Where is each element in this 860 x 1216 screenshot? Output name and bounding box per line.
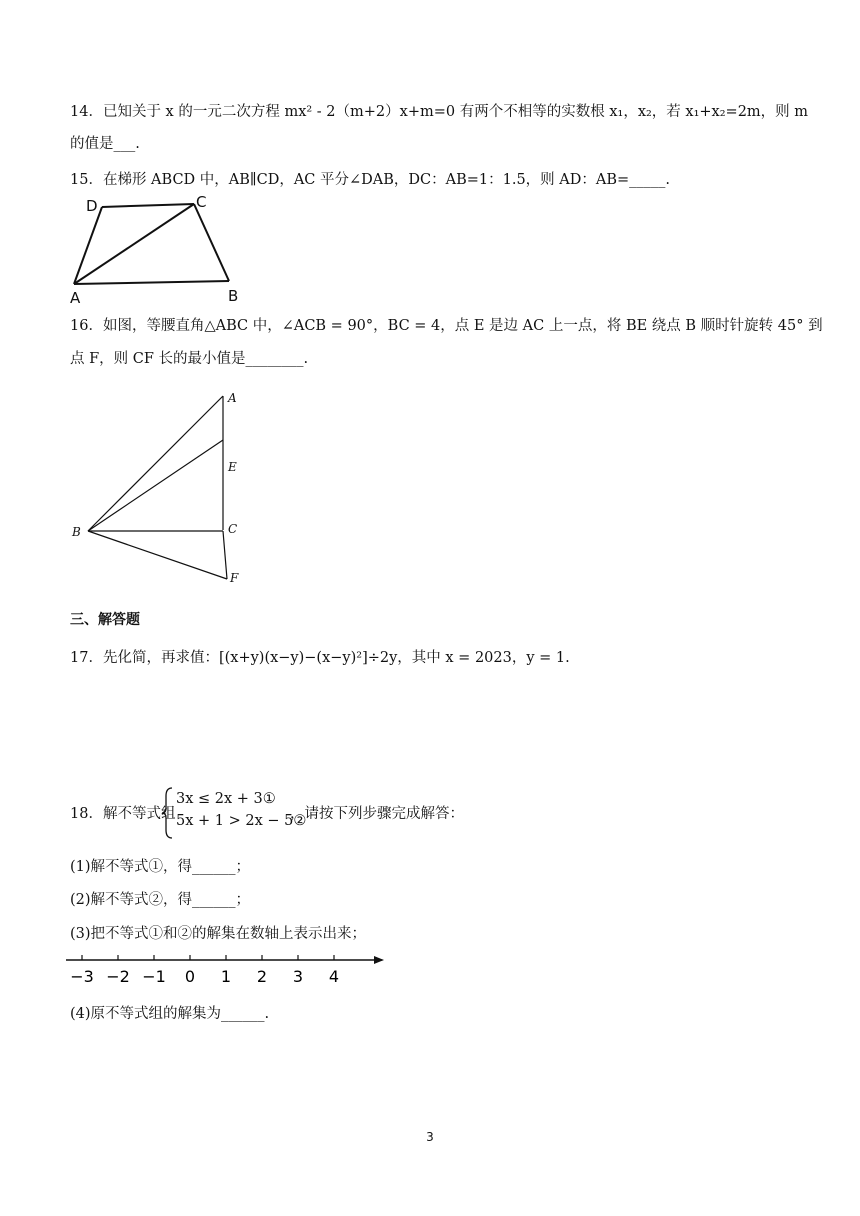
diagonal-ac	[74, 204, 194, 284]
q18-step1: (1)解不等式①，得______；	[70, 859, 251, 875]
label-b: B	[72, 525, 81, 539]
q18-step4: (4)原不等式组的解集为______.	[70, 1006, 270, 1022]
label-c: C	[228, 522, 238, 536]
label-f: F	[230, 571, 239, 585]
edge-be	[88, 440, 223, 531]
inequality-system	[176, 788, 306, 832]
number-line	[66, 952, 388, 986]
label-c: C	[196, 193, 207, 211]
q17-text: 17．先化简，再求值：[(x+y)(x−y)−(x−y)²]÷2y，其中 x = 2023，y = 1.	[70, 650, 570, 666]
tick-label: −2	[106, 967, 130, 986]
q18-step3: (3)把不等式①和②的解集在数轴上表示出来；	[70, 926, 367, 942]
q18-prefix: 18．解不等式组	[70, 806, 176, 822]
tick-label: 1	[220, 967, 232, 986]
tick-label: 4	[328, 967, 340, 986]
tick-label: 0	[184, 967, 196, 986]
tick-label: 2	[256, 967, 268, 986]
q16-line1: 16．如图，等腰直角△ABC 中，∠ACB = 90°，BC = 4，点 E 是边 AC 上一点，将 BE 绕点 B 顺时针旋转 45° 到	[70, 318, 823, 334]
q16-line2: 点 F，则 CF 长的最小值是________.	[70, 351, 309, 367]
label-d: D	[86, 197, 98, 215]
edge-ba	[74, 281, 229, 284]
page-number: 3	[426, 1130, 434, 1144]
section-title: 三、解答题	[70, 612, 140, 628]
label-b: B	[228, 287, 239, 305]
label-a: A	[70, 289, 81, 305]
tick-label: −1	[142, 967, 166, 986]
inequality-brace	[162, 786, 174, 844]
edge-bf	[88, 531, 227, 579]
label-a: A	[228, 391, 237, 405]
q14-line1: 14．已知关于 x 的一元二次方程 mx² - 2（m+2）x+m=0 有两个不相等的实数根 x₁，x₂，若 x₁+x₂=2m，则 m	[70, 104, 809, 120]
label-e: E	[228, 460, 237, 474]
edge-cb	[194, 204, 229, 281]
trapezoid-figure	[64, 193, 254, 305]
arrow-icon	[374, 956, 384, 964]
triangle-figure	[66, 388, 256, 588]
inequality-2: 5x + 1 > 2x − 5②	[176, 813, 307, 829]
tick-label: −3	[70, 967, 94, 986]
q18-suffix: ，请按下列步骤完成解答：	[290, 806, 464, 822]
q15-text: 15．在梯形 ABCD 中，AB∥CD，AC 平分∠DAB，DC：AB=1：1.5，则 AD：AB=_____.	[70, 172, 671, 188]
inequality-1: 3x ≤ 2x + 3①	[176, 791, 276, 807]
q14-line2: 的值是___.	[70, 136, 140, 152]
edge-dc	[102, 204, 194, 207]
edge-cf	[223, 531, 227, 579]
edge-ba	[88, 396, 223, 531]
edge-ad	[74, 207, 102, 284]
q18-step2: (2)解不等式②，得______；	[70, 892, 251, 908]
tick-label: 3	[292, 967, 304, 986]
